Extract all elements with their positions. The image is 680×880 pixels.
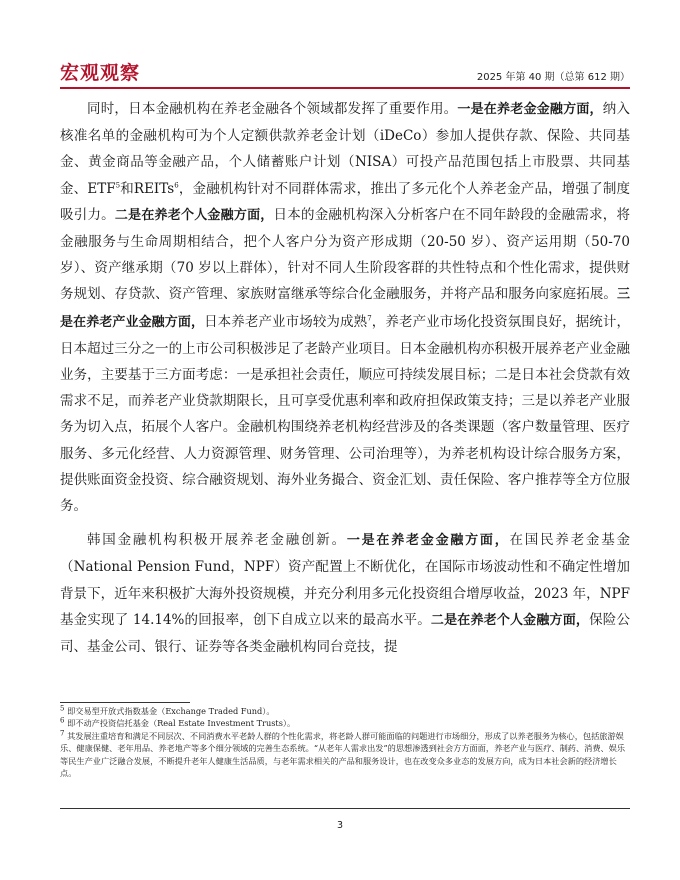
footnote-ref-5[interactable]: 5 bbox=[115, 181, 121, 190]
footnote-6: $^6$ 即不动产投资信托基金（Real Estate Investment Trusts）。 bbox=[60, 716, 296, 729]
article-body bbox=[60, 96, 630, 660]
publication-title: 宏观观察 bbox=[60, 62, 141, 84]
footnote-7: $^7$ 其发展注重培育和满足不同层次、不同消费水平老龄人群的个性化需求，将老龄人群可能面临的问题进行市场细分，形成了以养老服务为核心，包括旅游娱乐、健康保健、老年用品、养老地产等多个细分领域的完善生态系统。“从老年人需求出发”的思想渗透到社会方方面面，养老产业与医疗、制药、消费、娱乐等民生产业广泛融合发展，不断提升老年人健康生活品质，与老年需求相关的产品和服务设计，也在改变众多业态的发展方向，成为日本社会新的经济增长点。 bbox=[60, 729, 626, 779]
footnote-ref-6[interactable]: 6 bbox=[174, 181, 179, 190]
footer-divider bbox=[60, 808, 630, 809]
footnote-5: $^5$ 即交易型开放式指数基金（Exchange Traded Fund）。 bbox=[60, 704, 275, 716]
bold-lead: 二是在养老个人金融方面， bbox=[430, 612, 590, 628]
paragraph-japan: 同时，日本金融机构在养老金融各个领域都发挥了重要作用。一是在养老金金融方面，纳入核准名单的金融机构可为个人定额供款养老金计划（iDeCo）参加人提供存款、保险、共同基金、黄金商品等金融产品，个人储蓄账户计划（NISA）可投产品范围包括上市股票、共同基金、ETF$^5$和REITs$^6$，金融机构针对不同群体需求，推出了多元化个人养老金产品，增强了制度吸引力。二是在养老个人金融方面，日本的金融机构深入分析客户在不同年龄段的金融需求，将金融服务与生命周期相结合，把个人客户分为资产形成期（20-50 岁）、资产运用期（50-70 岁）、资产继承期（70 岁以上群体），针对不同人生阶段客群的共性特点和个性化需求，提供财务规划、存贷款、资产管理、家族财富继承等综合化金融服务，并将产品和服务向家庭拓展。三是在养老产业金融方面，日本养老产业市场较为成熟$^7$，养老产业市场化投资氛围良好，据统计，日本超过三分之一的上市公司积极涉足了老龄产业项目。日本金融机构亦积极开展养老产业金融业务，主要基于三方面考虑：一是承担社会责任，顺应可持续发展目标；二是日本社会贷款有效需求不足，而养老产业贷款期限长，且可享受优惠利率和政府担保政策支持；三是以养老产业服务为切入点，拓展个人客户。金融机构围绕养老机构经营涉及的各类课题（客户数量管理、医疗服务、多元化经营、人力资源管理、财务管理、公司治理等），为养老机构设计综合服务方案，提供账面资金投资、综合融资规划、海外业务撮合、资金汇划、责任保险、客户推荐等全方位服务。 bbox=[60, 101, 631, 515]
page-header bbox=[60, 58, 630, 92]
issue-number: 2025 年第 40 期（总第 612 期） bbox=[476, 72, 630, 83]
footnote-ref-7[interactable]: 7 bbox=[367, 314, 372, 323]
bold-lead: 二是在养老个人金融方面， bbox=[114, 207, 274, 223]
header-divider bbox=[60, 87, 630, 89]
bold-lead: 一是在养老金金融方面， bbox=[457, 102, 603, 117]
bold-lead: 三是在养老产业金融方面， bbox=[60, 287, 630, 330]
footnotes bbox=[60, 705, 630, 779]
bold-lead: 一是在养老金金融方面， bbox=[346, 533, 510, 549]
paragraph-korea: 韩国金融机构积极开展养老金融创新。一是在养老金金融方面，在国民养老金基金（National Pension Fund，NPF）资产配置上不断优化，在国际市场波动性和不确定性增加背景下，近年来积极扩大海外投资规模，并充分利用多元化投资组合增厚收益，2023 年，NPF基金实现了 14.14%的回报率，创下自成立以来的最高水平。二是在养老个人金融方面，保险公司、基金公司、银行、证券等各类金融机构同台竞技，提 bbox=[60, 532, 630, 656]
footnote-divider bbox=[60, 702, 190, 703]
page-number: 3 bbox=[336, 820, 344, 831]
